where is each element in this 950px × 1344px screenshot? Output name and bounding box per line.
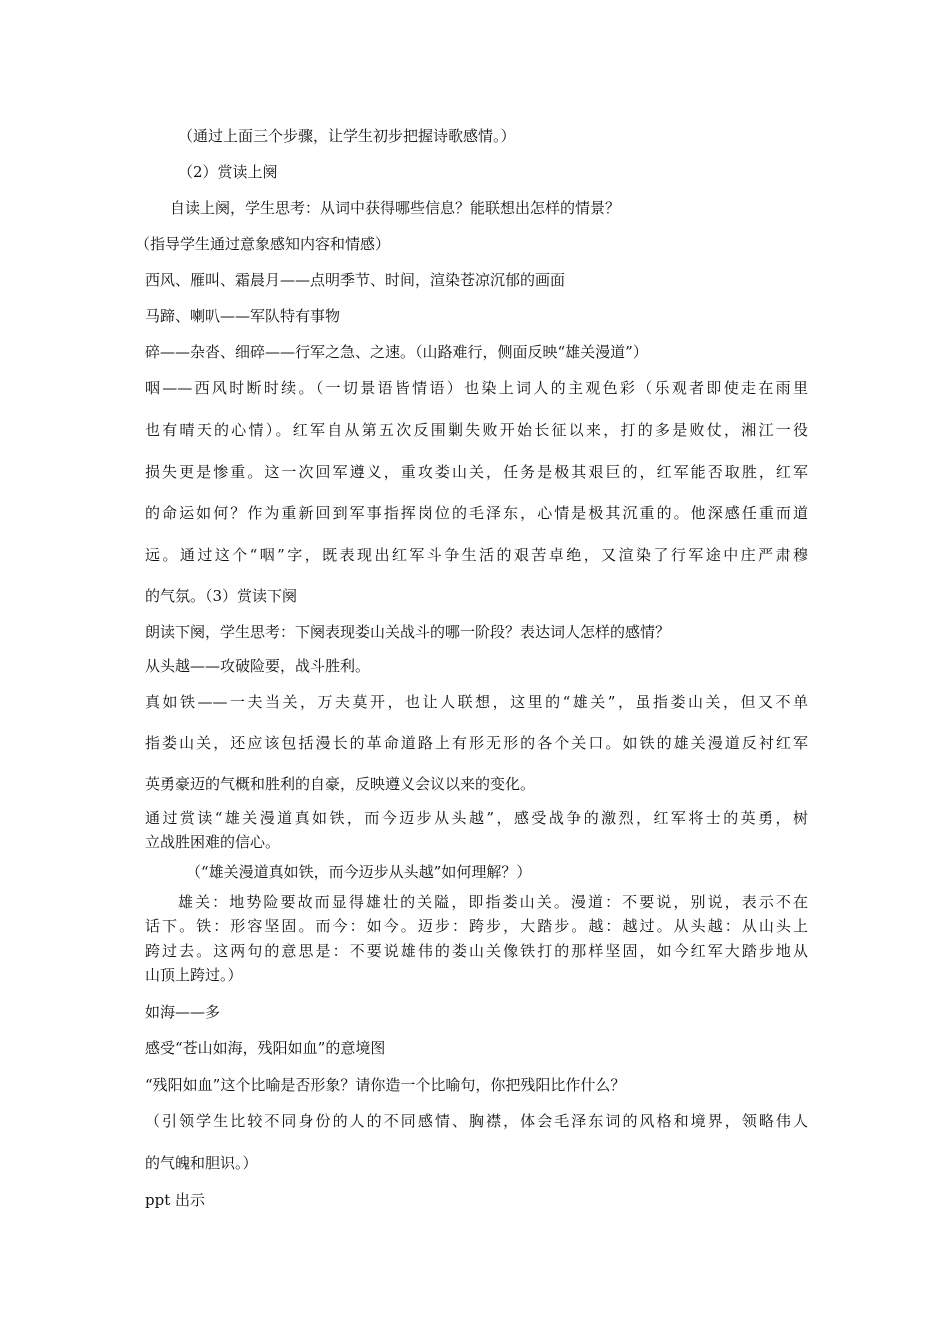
paragraph-line: 立战胜困难的信心。 [145, 833, 281, 851]
paragraph-line: 指娄山关，还应该包括漫长的革命道路上有形无形的各个关口。如铁的雄关漫道反衬红军 [145, 734, 808, 752]
paragraph-line: “残阳如血”这个比喻是否形象？请你造一个比喻句，你把残阳比作什么？ [145, 1076, 626, 1094]
section-heading: （2）赏读上阕 [178, 163, 278, 181]
paragraph-line: ppt 出示 [145, 1191, 206, 1209]
paragraph-line: 如海——多 [145, 1003, 221, 1021]
paragraph-line: 自读上阕，学生思考：从词中获得哪些信息？能联想出怎样的情景？ [170, 199, 621, 217]
paragraph-line: 远。通过这个“咽”字，既表现出红军斗争生活的艰苦卓绝，又渲染了行军途中庄严肃穆 [145, 546, 808, 564]
paragraph-line: 雄关：地势险要故而显得雄壮的关隘，即指娄山关。漫道：不要说，别说，表示不在 [178, 893, 808, 911]
paragraph-line: 朗读下阕，学生思考：下阕表现娄山关战斗的哪一阶段？表达词人怎样的感情？ [145, 623, 671, 641]
paragraph-line: 的命运如何？作为重新回到军事指挥岗位的毛泽东，心情是极其沉重的。他深感任重而道 [145, 504, 808, 522]
paragraph-line: 通过赏读“雄关漫道真如铁，而今迈步从头越”，感受战争的激烈，红军将士的英勇，树 [145, 809, 808, 827]
paragraph-line: （“雄关漫道真如铁，而今迈步从头越”如何理解？） [186, 863, 532, 881]
paragraph-line: 山顶上跨过。） [145, 966, 243, 984]
paragraph-line: 的气魄和胆识。） [145, 1154, 258, 1172]
paragraph-line: 咽——西风时断时续。（一切景语皆情语）也染上词人的主观色彩（乐观者即使走在雨里 [145, 379, 808, 397]
paragraph-line: （指导学生通过意象感知内容和情感） [135, 235, 391, 253]
paragraph-line: 的气氛。（3）赏读下阕 [145, 587, 298, 605]
paragraph-line: 感受“苍山如海，残阳如血”的意境图 [145, 1039, 386, 1057]
paragraph-line: 从头越——攻破险要，战斗胜利。 [145, 657, 371, 675]
paragraph-line: 话下。铁：形容坚固。而今：如今。迈步：跨步，大踏步。越：越过。从头越：从山头上 [145, 917, 808, 935]
paragraph-line: 真如铁——一夫当关，万夫莫开，也让人联想，这里的“雄关”，虽指娄山关，但又不单 [145, 693, 808, 711]
paragraph-line: 英勇豪迈的气概和胜利的自豪，反映遵义会议以来的变化。 [145, 775, 536, 793]
paragraph-line: 也有晴天的心情）。红军自从第五次反围剿失败开始长征以来，打的多是败仗，湘江一役 [145, 421, 808, 439]
paragraph-line: 跨过去。这两句的意思是：不要说雄伟的娄山关像铁打的那样坚固，如今红军大踏步地从 [145, 942, 808, 960]
paragraph-line: 损失更是惨重。这一次回军遵义，重攻娄山关，任务是极其艰巨的，红军能否取胜，红军 [145, 463, 808, 481]
paragraph-line: 碎——杂沓、细碎——行军之急、之速。（山路难行，侧面反映“雄关漫道”） [145, 343, 648, 361]
paragraph-line: 西风、雁叫、霜晨月——点明季节、时间，渲染苍凉沉郁的画面 [145, 271, 566, 289]
paragraph-line: （通过上面三个步骤，让学生初步把握诗歌感情。） [178, 127, 516, 145]
paragraph-line: 马蹄、喇叭——军队特有事物 [145, 307, 341, 325]
paragraph-line: （引领学生比较不同身份的人的不同感情、胸襟，体会毛泽东词的风格和境界，领略伟人 [145, 1112, 808, 1130]
